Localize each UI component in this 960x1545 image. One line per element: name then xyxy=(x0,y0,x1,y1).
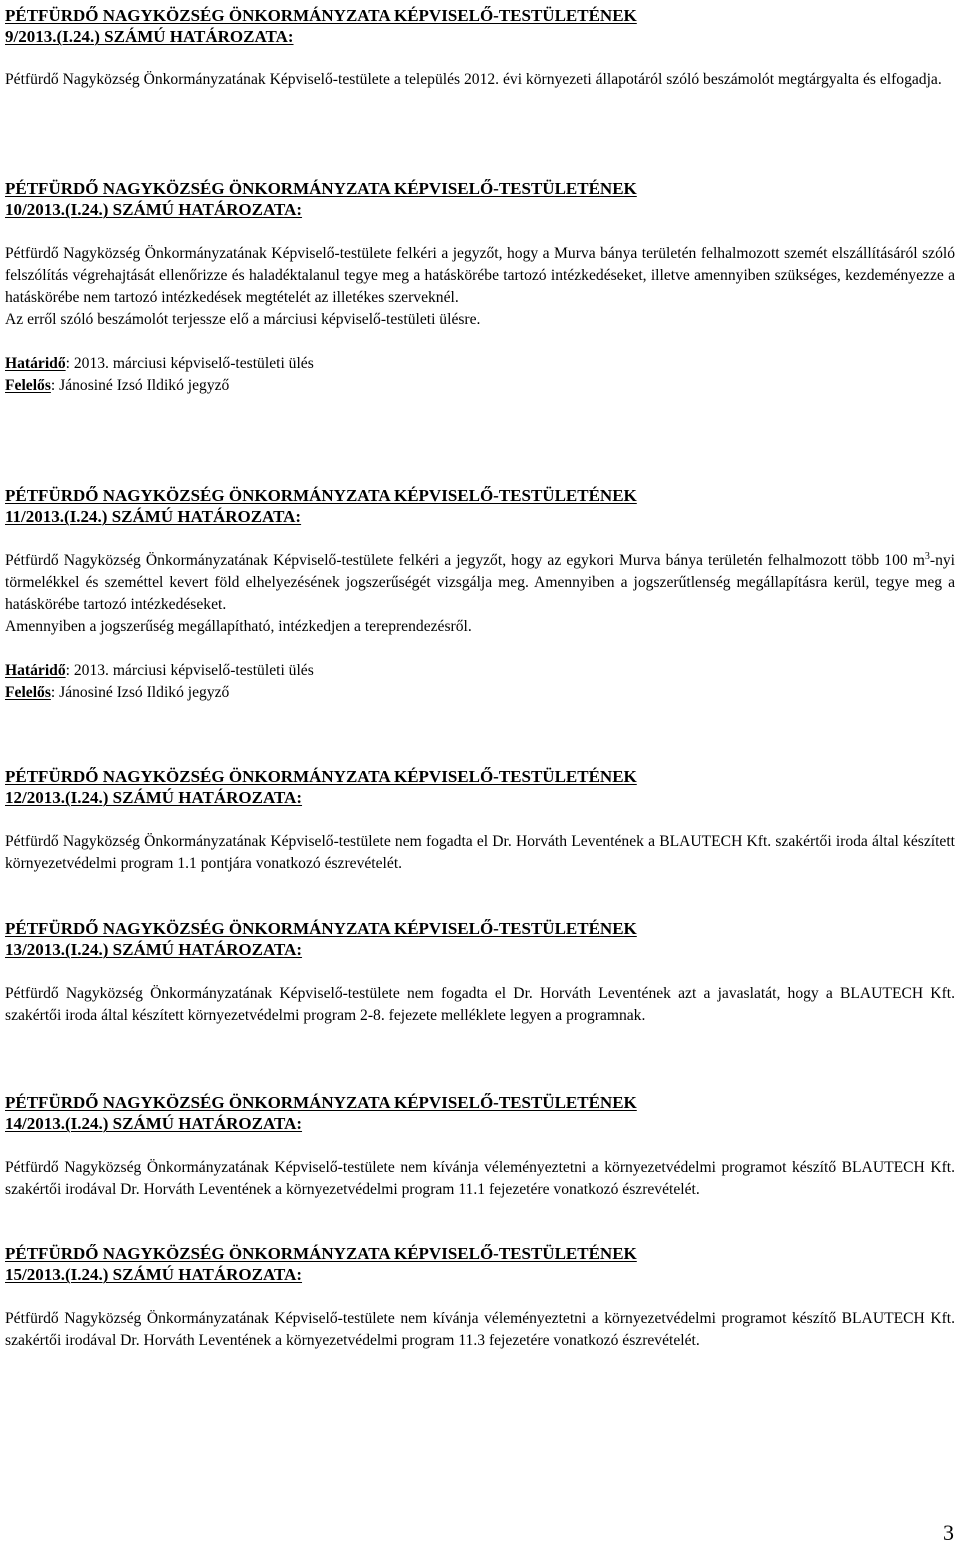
resolution-14 xyxy=(5,1092,955,1201)
resolution-heading-number: 9/2013.(I.24.) SZÁMÚ HATÁROZATA: xyxy=(5,27,294,46)
responsible-label: Felelős xyxy=(5,684,51,701)
resolution-text xyxy=(5,1157,955,1201)
resolution-text xyxy=(5,1308,955,1352)
responsible-value: : Jánosiné Izsó Ildikó jegyző xyxy=(50,377,230,394)
resolution-text xyxy=(5,69,955,91)
responsible-line xyxy=(5,682,955,704)
cubic-superscript: 3 xyxy=(924,551,930,562)
deadline-label: Határidő xyxy=(5,355,66,372)
deadline-line xyxy=(5,353,955,375)
resolution-paragraph: Pétfürdő Nagyközség Önkormányzatának Képviselő-testülete a település 2012. évi környezeti állapotáról szóló beszámolót megtárgyalta és elfogadja. xyxy=(5,71,942,88)
responsible-value: : Jánosiné Izsó Ildikó jegyző xyxy=(50,684,230,701)
resolution-paragraph: Pétfürdő Nagyközség Önkormányzatának Képviselő-testülete felkéri a jegyzőt, hogy a Murva bánya területén felhalmozott szemét elszállításáról szóló felszólítás végrehajtását ellenőrizze és haladéktalanul tegye meg a hatáskörébe tartozó intézkedéseket, illetve amennyiben szükséges, kezdeményezze a hatáskörébe nem tartozó intézkedések megtételét az illetékes szerveknél. xyxy=(5,245,955,306)
resolution-text xyxy=(5,983,955,1027)
resolution-paragraph: Pétfürdő Nagyközség Önkormányzatának Képviselő-testülete nem kívánja véleményeztetni a környezetvédelmi programot készítő BLAUTECH Kft. szakértői irodával Dr. Horváth Leventének a környezetvédelmi program 11.1 fejezetére vonatkozó észrevételét. xyxy=(5,1159,955,1198)
resolution-text xyxy=(5,550,955,704)
resolution-text xyxy=(5,831,955,875)
page-number: 3 xyxy=(943,1520,954,1545)
resolution-paragraph: Pétfürdő Nagyközség Önkormányzatának Képviselő-testülete nem kívánja véleményeztetni a környezetvédelmi programot készítő BLAUTECH Kft. szakértői irodával Dr. Horváth Leventének a környezetvédelmi program 11.3 fejezetére vonatkozó észrevételét. xyxy=(5,1310,955,1349)
deadline-line xyxy=(5,660,955,682)
resolution-9 xyxy=(5,5,955,91)
responsible-label: Felelős xyxy=(5,377,51,394)
resolution-15 xyxy=(5,1243,955,1352)
resolution-heading-number: 14/2013.(I.24.) SZÁMÚ HATÁROZATA: xyxy=(5,1114,303,1133)
resolution-text xyxy=(5,243,955,397)
resolution-heading-body: PÉTFÜRDŐ NAGYKÖZSÉG ÖNKORMÁNYZATA KÉPVISELŐ-TESTÜLETÉNEK xyxy=(5,1093,637,1112)
responsible-line xyxy=(5,375,955,397)
document-page xyxy=(5,0,955,1545)
resolution-13 xyxy=(5,918,955,1027)
resolution-heading-number: 12/2013.(I.24.) SZÁMÚ HATÁROZATA: xyxy=(5,788,303,807)
resolution-heading-body: PÉTFÜRDŐ NAGYKÖZSÉG ÖNKORMÁNYZATA KÉPVISELŐ-TESTÜLETÉNEK xyxy=(5,6,637,25)
resolution-text-part-b: -nyi törmelékkel és szeméttel kevert föld elhelyezésének jogszerűségét vizsgálja meg. Amennyiben a jogszerűtlenség megállapításra kerül, tegye meg a hatáskörébe tartozó intézkedéseket. xyxy=(5,552,955,613)
resolution-heading-body: PÉTFÜRDŐ NAGYKÖZSÉG ÖNKORMÁNYZATA KÉPVISELŐ-TESTÜLETÉNEK xyxy=(5,767,637,786)
resolution-paragraph: Pétfürdő Nagyközség Önkormányzatának Képviselő-testülete nem fogadta el Dr. Horváth Leventének azt a javaslatát, hogy a BLAUTECH Kft. szakértői iroda által készített környezetvédelmi program 2-8. fejezete melléklete legyen a programnak. xyxy=(5,985,955,1024)
deadline-value: : 2013. márciusi képviselő-testületi ülés xyxy=(65,355,314,372)
resolution-heading-body: PÉTFÜRDŐ NAGYKÖZSÉG ÖNKORMÁNYZATA KÉPVISELŐ-TESTÜLETÉNEK xyxy=(5,486,637,505)
resolution-heading-number: 15/2013.(I.24.) SZÁMÚ HATÁROZATA: xyxy=(5,1265,303,1284)
resolution-12 xyxy=(5,766,955,875)
deadline-value: : 2013. márciusi képviselő-testületi ülés xyxy=(65,662,314,679)
resolution-heading-body: PÉTFÜRDŐ NAGYKÖZSÉG ÖNKORMÁNYZATA KÉPVISELŐ-TESTÜLETÉNEK xyxy=(5,919,637,938)
resolution-heading-number: 11/2013.(I.24.) SZÁMÚ HATÁROZATA: xyxy=(5,507,302,526)
resolution-paragraph xyxy=(5,550,955,616)
resolution-heading-body: PÉTFÜRDŐ NAGYKÖZSÉG ÖNKORMÁNYZATA KÉPVISELŐ-TESTÜLETÉNEK xyxy=(5,179,637,198)
resolution-paragraph-2: Amennyiben a jogszerűség megállapítható, intézkedjen a tereprendezésről. xyxy=(5,618,472,635)
resolution-heading-body: PÉTFÜRDŐ NAGYKÖZSÉG ÖNKORMÁNYZATA KÉPVISELŐ-TESTÜLETÉNEK xyxy=(5,1244,637,1263)
resolution-text-part-a: Pétfürdő Nagyközség Önkormányzatának Képviselő-testülete felkéri a jegyzőt, hogy az egykori Murva bánya területén felhalmozott több 100 m xyxy=(5,552,925,569)
resolution-paragraph-2: Az erről szóló beszámolót terjessze elő a márciusi képviselő-testületi ülésre. xyxy=(5,311,481,328)
resolution-11 xyxy=(5,485,955,704)
resolution-10 xyxy=(5,178,955,397)
deadline-label: Határidő xyxy=(5,662,66,679)
resolution-heading-number: 13/2013.(I.24.) SZÁMÚ HATÁROZATA: xyxy=(5,940,303,959)
resolution-heading-number: 10/2013.(I.24.) SZÁMÚ HATÁROZATA: xyxy=(5,200,303,219)
resolution-paragraph: Pétfürdő Nagyközség Önkormányzatának Képviselő-testülete nem fogadta el Dr. Horváth Leventének a BLAUTECH Kft. szakértői iroda által készített környezetvédelmi program 1.1 pontjára vonatkozó észrevételét. xyxy=(5,833,955,872)
